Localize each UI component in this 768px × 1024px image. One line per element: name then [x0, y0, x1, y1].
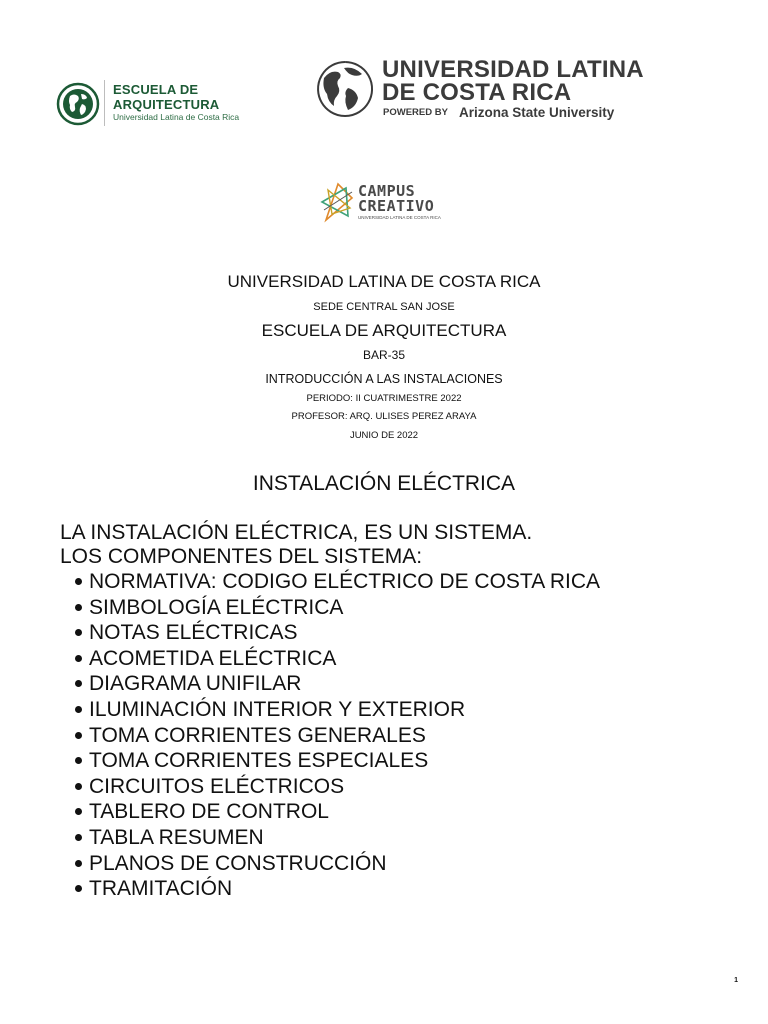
list-item-text: CIRCUITOS ELÉCTRICOS — [89, 774, 345, 798]
period-label: PERIODO: II CUATRIMESTRE 2022 — [306, 393, 462, 404]
course-name: INTRODUCCIÓN A LAS INSTALACIONES — [265, 372, 503, 386]
list-item-text: TOMA CORRIENTES GENERALES — [89, 723, 426, 747]
bullet-icon — [75, 783, 82, 790]
intro-line-1: LA INSTALACIÓN ELÉCTRICA, ES UN SISTEMA. — [60, 521, 533, 544]
campus-logo-line3: UNIVERSIDAD LATINA DE COSTA RICA — [358, 215, 441, 220]
bullet-icon — [75, 706, 82, 713]
campus-logo-line1: CAMPUS — [358, 182, 416, 200]
ulatina-logo-line2: DE COSTA RICA — [382, 79, 572, 106]
escuela-arquitectura-logo — [56, 80, 256, 128]
list-item — [60, 620, 600, 646]
list-item — [60, 671, 600, 697]
escuela-logo-line2: ARQUITECTURA — [113, 97, 220, 112]
logo-divider — [104, 80, 105, 126]
document-title: INSTALACIÓN ELÉCTRICA — [252, 472, 516, 495]
list-item — [60, 595, 600, 621]
campus-logo-line2: CREATIVO — [358, 197, 435, 215]
campus-creativo-logo — [318, 180, 458, 226]
powered-by-label: POWERED BY — [383, 107, 448, 118]
list-item-text: DIAGRAMA UNIFILAR — [89, 672, 302, 696]
list-item-text: ILUMINACIÓN INTERIOR Y EXTERIOR — [89, 697, 466, 721]
list-item — [60, 825, 600, 851]
list-item — [60, 646, 600, 672]
bullet-icon — [75, 655, 82, 662]
bullet-icon — [75, 578, 82, 585]
bullet-icon — [75, 885, 82, 892]
list-item-text: PLANOS DE CONSTRUCCIÓN — [89, 851, 387, 875]
list-item-text: TRAMITACIÓN — [89, 877, 233, 901]
list-item — [60, 876, 600, 902]
list-item-text: NORMATIVA: CODIGO ELÉCTRICO DE COSTA RICA — [89, 570, 601, 593]
list-item-text: SIMBOLOGÍA ELÉCTRICA — [89, 595, 344, 619]
bullet-icon — [75, 808, 82, 815]
university-name: UNIVERSIDAD LATINA DE COSTA RICA — [227, 272, 541, 291]
globe-icon — [314, 58, 376, 120]
geometric-mark-icon — [318, 180, 356, 224]
list-item — [60, 723, 600, 749]
school-name: ESCUELA DE ARQUITECTURA — [261, 321, 507, 340]
list-item-text: TABLERO DE CONTROL — [89, 800, 329, 824]
bullet-icon — [75, 860, 82, 867]
bullet-icon — [75, 680, 82, 687]
sede-name: SEDE CENTRAL SAN JOSE — [313, 301, 455, 313]
list-item — [60, 851, 600, 877]
course-code: BAR-35 — [362, 348, 406, 362]
list-item — [60, 697, 600, 723]
list-item-text: ACOMETIDA ELÉCTRICA — [89, 646, 337, 670]
escuela-logo-line1: ESCUELA DE — [113, 82, 199, 97]
bullet-icon — [75, 629, 82, 636]
bullet-icon — [75, 732, 82, 739]
asu-label: Arizona State University — [459, 105, 615, 120]
page-number: 1 — [734, 977, 738, 984]
list-item-text: TOMA CORRIENTES ESPECIALES — [89, 749, 429, 773]
list-item-text: TABLA RESUMEN — [89, 825, 264, 849]
escuela-logo-line3: Universidad Latina de Costa Rica — [113, 112, 240, 122]
list-item — [60, 569, 600, 595]
professor-label: PROFESOR: ARQ. ULISES PEREZ ARAYA — [291, 411, 477, 422]
bullet-icon — [75, 834, 82, 841]
components-list — [60, 569, 600, 902]
bullet-icon — [75, 757, 82, 764]
universidad-latina-logo — [314, 56, 684, 126]
intro-line-2: LOS COMPONENTES DEL SISTEMA: — [60, 545, 423, 568]
ulatina-logo-line1: UNIVERSIDAD LATINA — [382, 56, 644, 83]
list-item-text: NOTAS ELÉCTRICAS — [89, 621, 298, 645]
date-label: JUNIO DE 2022 — [349, 430, 419, 441]
list-item — [60, 748, 600, 774]
list-item — [60, 774, 600, 800]
bullet-icon — [75, 604, 82, 611]
list-item — [60, 799, 600, 825]
globe-icon — [56, 82, 100, 126]
